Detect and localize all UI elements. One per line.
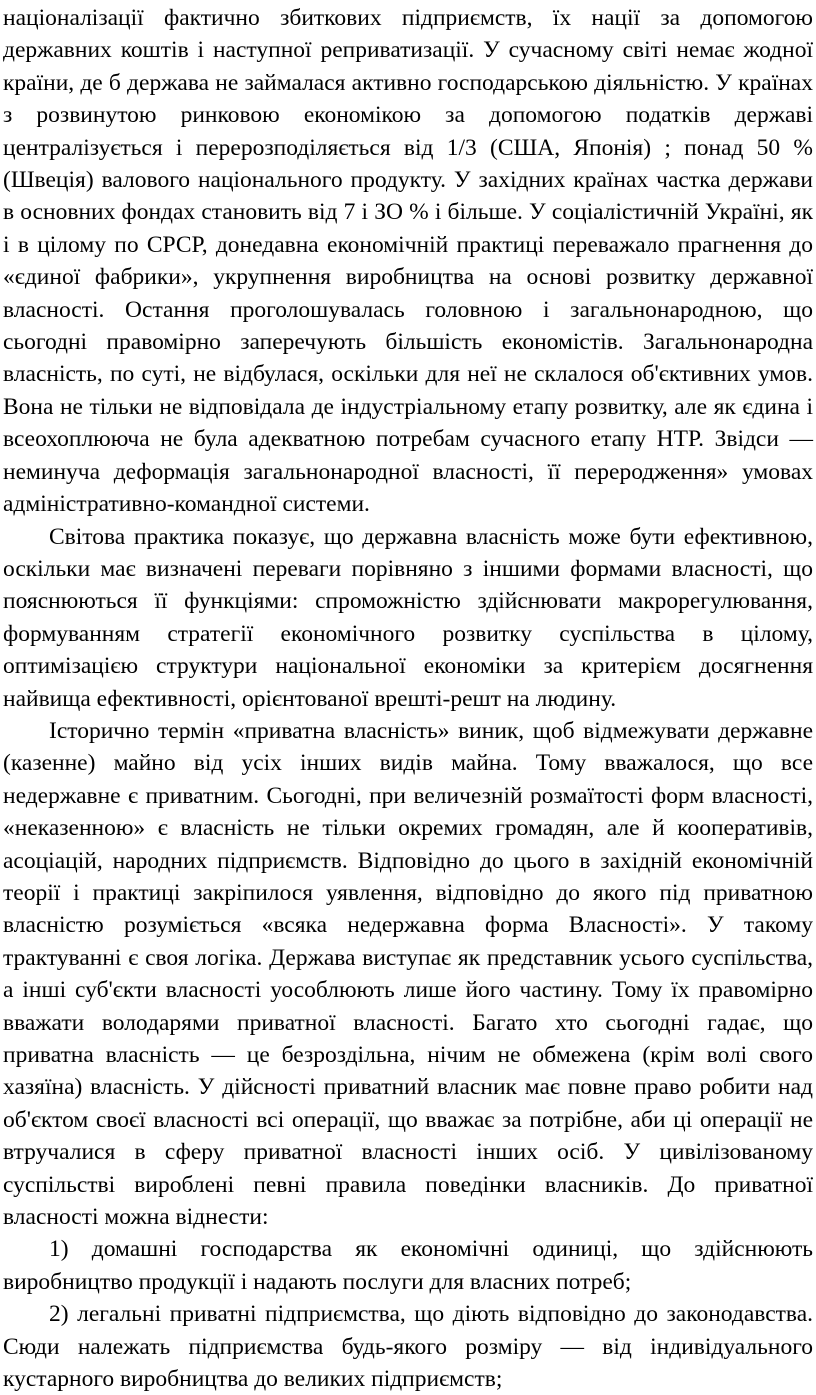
- list-item-private-enterprises: 2) легальні приватні підприємства, що діють відповідно до законодавства. Сюди належать підприємства будь-якого розміру — від індивідуального кустарного виробництва до великих підприємств;: [3, 1301, 813, 1393]
- paragraph-state-property-continuation: націоналізації фактично збиткових підприємств, їх нації за допомогою державних коштів і наступної реприватизації. У сучасному світі немає жодної країни, де б держава не займалася активно господарською діяльністю. У країнах з розвинутою ринковою економікою за допомогою податків державі централізується і перерозподіляється від 1/3 (США, Японія) ; понад 50 % (Швеція) валового національного продукту. У західних країнах частка держави в основних фондах становить від 7 і ЗО % і більше. У соціалістичній Україні, як і в цілому по СРСР, донедавна економічній практиці переважало прагнення до «єдиної фабрики», укрупнення виробництва на основі розвитку державної власності. Остання проголошувалась головною і загальнонародною, що сьогодні правомірно заперечують більшість економістів. Загальнонародна власність, по суті, не відбулася, оскільки для неї не склалося об'єктивних умов. Вона не тільки не відповідала де індустріальному етапу розвитку, але як єдина і всеохоплююча не була адекватною потребам сучасного етапу НТР. Звідси — неминуча деформація загальнонародної власності, її переродження» умовах адміністративно-командної системи.: [3, 5, 813, 518]
- paragraph-private-property: Історично термін «приватна власність» виник, щоб відмежувати державне (казенне) майно від усіх інших видів майна. Тому вважалося, що все недержавне є приватним. Сьогодні, при величезній розмаїтості форм власності, «неказенною» є власність не тільки окремих громадян, але й кооперативів, асоціацій, народних підприємств. Відповідно до цього в західній економічній теорії і практиці закріпилося уявлення, відповідно до якого під приватною власністю розуміється «всяка недержавна форма Власності». У такому трактуванні є своя логіка. Держава виступає як представник усього суспільства, а інші суб'єкти власності уособлюють лише його частину. Тому їх правомірно вважати володарями приватної власності. Багато хто сьогодні гадає, що приватна власність — це безроздільна, нічим не обмежена (крім волі свого хазяїна) власність. У дійсності приватний власник має повне право робити над об'єктом своєї власності всі операції, що вважає за потрібне, аби ці операції не втручалися в сферу приватної власності інших осіб. У цивілізованому суспільстві вироблені певні правила поведінки власників. До приватної власності можна віднести:: [3, 717, 813, 1231]
- list-item-households: 1) домашні господарства як економічні одиниці, що здійснюють виробництво продукції і надають послуги для власних потреб;: [3, 1236, 813, 1295]
- paragraph-world-practice: Світова практика показує, що державна власність може бути ефективною, оскільки має визначені переваги порівняно з іншими формами власності, що пояснюються її функціями: спроможністю здійснювати макрорегулювання, формуванням стратегії економічного розвитку суспільства в цілому, оптимізацією структури національної економіки за критерієм досягнення найвища ефективності, орієнтованої врешті-решт на людину.: [3, 523, 813, 712]
